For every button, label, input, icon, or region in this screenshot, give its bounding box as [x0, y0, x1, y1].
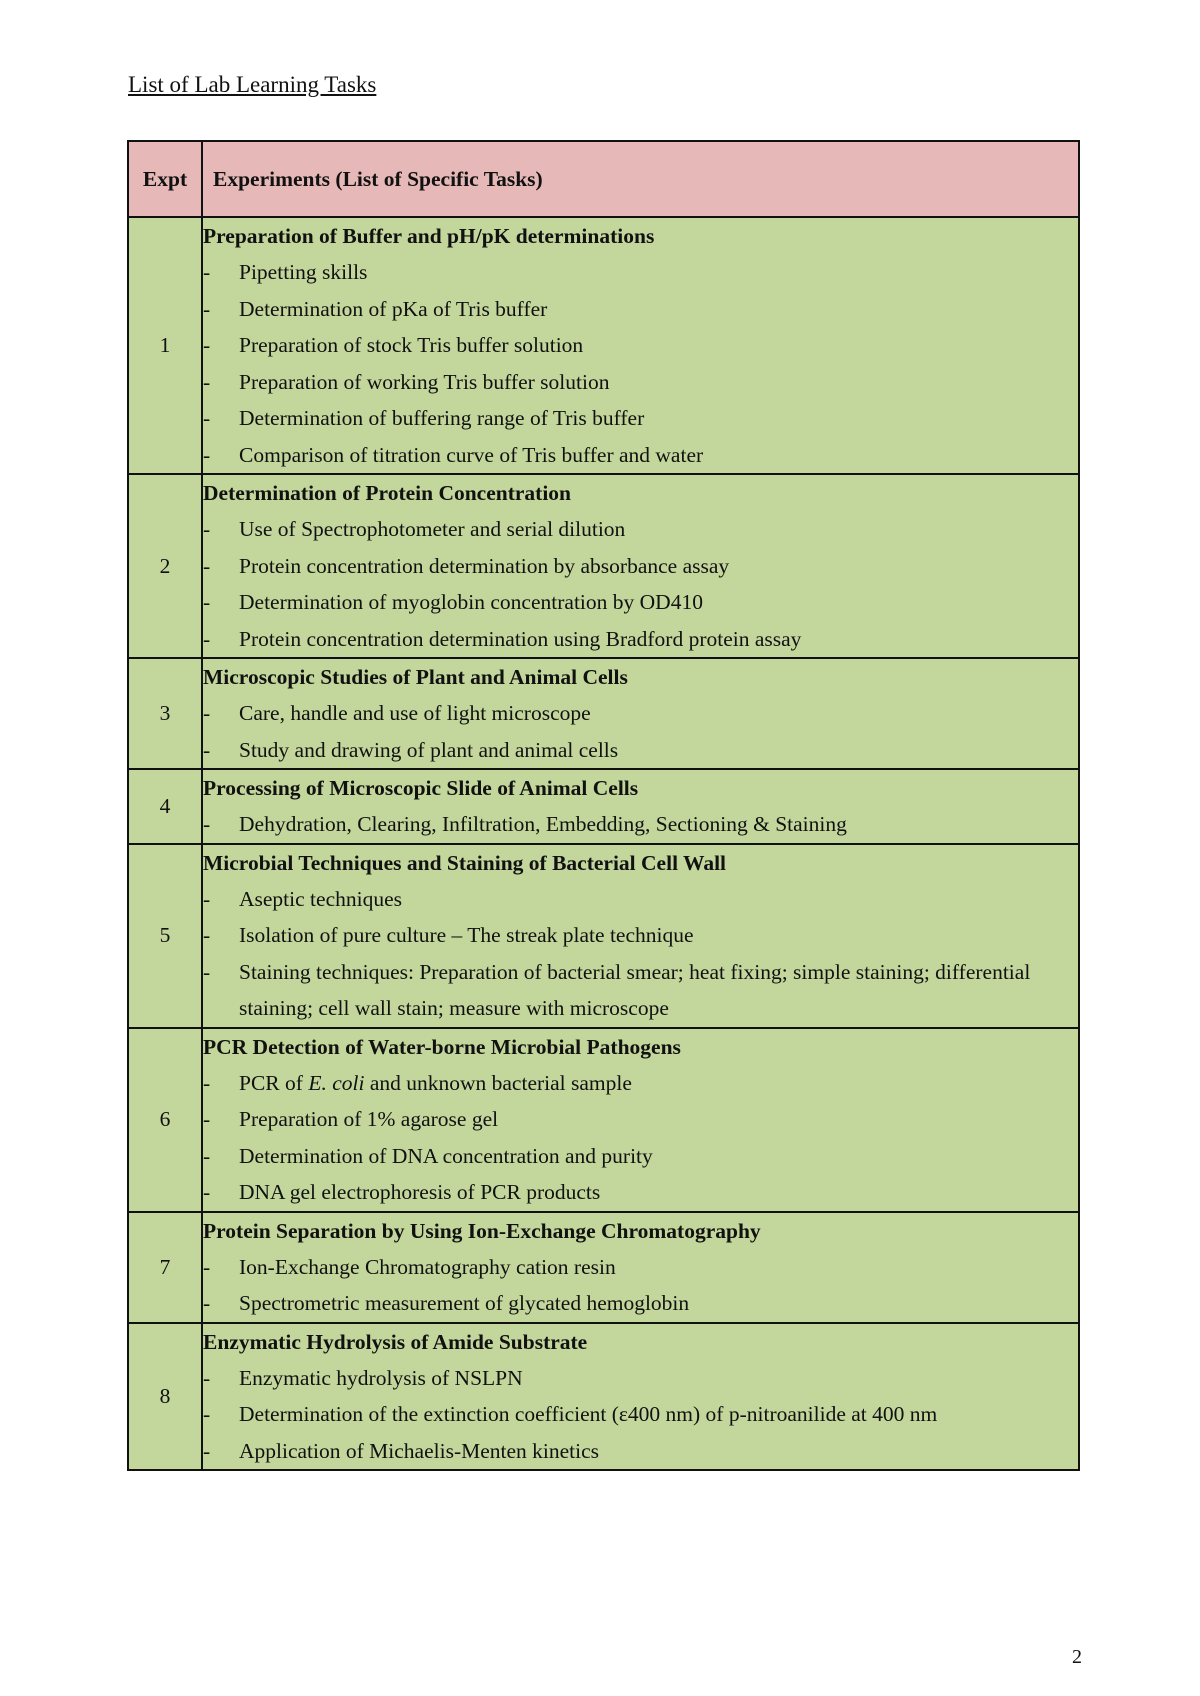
- experiment-title: Protein Separation by Using Ion-Exchange Chromatography: [203, 1218, 761, 1243]
- bullet-dash: -: [203, 886, 211, 911]
- bullet-dash: -: [203, 590, 211, 614]
- task-text: Preparation of working Tris buffer solution: [239, 369, 610, 394]
- task-item: [203, 1433, 1078, 1470]
- task-item: [203, 1285, 1078, 1322]
- expt-number: 5: [128, 844, 202, 1028]
- task-text: Ion-Exchange Chromatography cation resin: [239, 1254, 616, 1279]
- task-text: Determination of pKa of Tris buffer: [239, 296, 548, 321]
- expt-number: 3: [128, 658, 202, 769]
- expt-number: 2: [128, 474, 202, 658]
- task-item: [203, 881, 1078, 918]
- expt-number: 7: [128, 1212, 202, 1323]
- table-row: [128, 1323, 1079, 1471]
- experiment-title: Determination of Protein Concentration: [203, 481, 572, 505]
- task-item: [203, 1360, 1078, 1397]
- task-item: [203, 695, 1078, 732]
- task-item: [203, 1396, 1078, 1433]
- header-tasks: Experiments (List of Specific Tasks): [202, 141, 1079, 217]
- bullet-dash: -: [203, 737, 211, 762]
- task-item: [203, 917, 1078, 954]
- task-text: Pipetting skills: [239, 260, 368, 284]
- bullet-dash: -: [203, 369, 211, 394]
- task-item: [203, 806, 1078, 843]
- task-item: [203, 954, 1078, 1027]
- task-text: Dehydration, Clearing, Infiltration, Embedding, Sectioning & Staining: [239, 812, 847, 836]
- table-row: [128, 217, 1079, 474]
- table-body: [128, 217, 1079, 1470]
- experiment-title: Enzymatic Hydrolysis of Amide Substrate: [203, 1329, 588, 1354]
- task-text: Protein concentration determination by absorbance assay: [239, 553, 730, 578]
- experiment-title: Preparation of Buffer and pH/pK determinations: [203, 224, 655, 248]
- bullet-dash: -: [203, 923, 211, 947]
- expt-number: 4: [128, 769, 202, 844]
- task-text: Spectrometric measurement of glycated hemoglobin: [239, 1291, 690, 1315]
- table-header-row: [128, 141, 1079, 217]
- task-item: [203, 1138, 1078, 1175]
- task-text: Use of Spectrophotometer and serial dilution: [239, 517, 626, 541]
- bullet-dash: -: [203, 959, 211, 984]
- task-text: Determination of myoglobin concentration by OD410: [239, 590, 703, 614]
- task-item: [203, 1101, 1078, 1138]
- experiment-cell: [202, 217, 1079, 474]
- experiment-title: Processing of Microscopic Slide of Animal Cells: [203, 776, 639, 800]
- bullet-dash: -: [203, 260, 211, 284]
- task-text: Determination of buffering range of Tris buffer: [239, 406, 645, 430]
- task-item: [203, 548, 1078, 585]
- task-text: Application of Michaelis-Menten kinetics: [239, 1438, 600, 1463]
- bullet-dash: -: [203, 1254, 211, 1279]
- task-text: Preparation of stock Tris buffer solution: [239, 333, 584, 357]
- task-text: Staining techniques: Preparation of bacterial smear; heat fixing; simple staining; differential staining; cell wall stain; measure with microscope: [239, 959, 1031, 1020]
- bullet-dash: -: [203, 1402, 211, 1426]
- expt-number: 6: [128, 1028, 202, 1212]
- lab-tasks-table: [127, 140, 1080, 1471]
- table-row: [128, 658, 1079, 769]
- task-item: [203, 327, 1078, 364]
- task-text: Isolation of pure culture – The streak plate technique: [239, 923, 694, 947]
- bullet-dash: -: [203, 1291, 211, 1315]
- task-text: PCR of E. coli and unknown bacterial sample: [239, 1070, 632, 1095]
- task-text: Protein concentration determination using Bradford protein assay: [239, 626, 802, 651]
- task-item: [203, 1065, 1078, 1102]
- header-expt: Expt: [128, 141, 202, 217]
- task-item: [203, 1249, 1078, 1286]
- bullet-dash: -: [203, 333, 211, 357]
- task-item: [203, 364, 1078, 401]
- task-text: Study and drawing of plant and animal cells: [239, 737, 619, 762]
- experiment-cell: [202, 769, 1079, 844]
- experiment-cell: [202, 1028, 1079, 1212]
- bullet-dash: -: [203, 1365, 211, 1390]
- bullet-dash: -: [203, 626, 211, 651]
- experiment-title: Microbial Techniques and Staining of Bacterial Cell Wall: [203, 850, 727, 875]
- table-row: [128, 1028, 1079, 1212]
- bullet-dash: -: [203, 812, 211, 836]
- task-item: [203, 1174, 1078, 1211]
- bullet-dash: -: [203, 296, 211, 321]
- task-item: [203, 621, 1078, 658]
- table-row: [128, 769, 1079, 844]
- task-item: [203, 437, 1078, 474]
- bullet-dash: -: [203, 1107, 211, 1131]
- task-item: [203, 291, 1078, 328]
- bullet-dash: -: [203, 1438, 211, 1463]
- experiment-title: Microscopic Studies of Plant and Animal Cells: [203, 665, 628, 689]
- table-row: [128, 844, 1079, 1028]
- task-text: Comparison of titration curve of Tris buffer and water: [239, 442, 704, 467]
- bullet-dash: -: [203, 1180, 211, 1204]
- task-text: Determination of the extinction coefficient (ε400 nm) of p-nitroanilide at 400 nm: [239, 1402, 938, 1426]
- table-row: [128, 474, 1079, 658]
- task-text: Determination of DNA concentration and purity: [239, 1143, 653, 1168]
- bullet-dash: -: [203, 1143, 211, 1168]
- bullet-dash: -: [203, 406, 211, 430]
- table-row: [128, 1212, 1079, 1323]
- task-item: [203, 511, 1078, 548]
- experiment-title: PCR Detection of Water-borne Microbial Pathogens: [203, 1034, 681, 1059]
- bullet-dash: -: [203, 553, 211, 578]
- experiment-cell: [202, 844, 1079, 1028]
- page-number: 2: [1072, 1646, 1082, 1668]
- task-item: [203, 732, 1078, 769]
- expt-number: 8: [128, 1323, 202, 1471]
- bullet-dash: -: [203, 517, 211, 541]
- bullet-dash: -: [203, 701, 211, 725]
- page-title: List of Lab Learning Tasks: [128, 72, 377, 97]
- task-text: Aseptic techniques: [239, 886, 402, 911]
- bullet-dash: -: [203, 442, 211, 467]
- task-item: [203, 400, 1078, 437]
- task-item: [203, 254, 1078, 291]
- experiment-cell: [202, 474, 1079, 658]
- task-text: Care, handle and use of light microscope: [239, 701, 591, 725]
- task-text: Preparation of 1% agarose gel: [239, 1107, 499, 1131]
- task-text: Enzymatic hydrolysis of NSLPN: [239, 1365, 523, 1390]
- experiment-cell: [202, 1212, 1079, 1323]
- expt-number: 1: [128, 217, 202, 474]
- task-text: DNA gel electrophoresis of PCR products: [239, 1180, 601, 1204]
- task-item: [203, 584, 1078, 621]
- experiment-cell: [202, 658, 1079, 769]
- experiment-cell: [202, 1323, 1079, 1471]
- bullet-dash: -: [203, 1070, 211, 1095]
